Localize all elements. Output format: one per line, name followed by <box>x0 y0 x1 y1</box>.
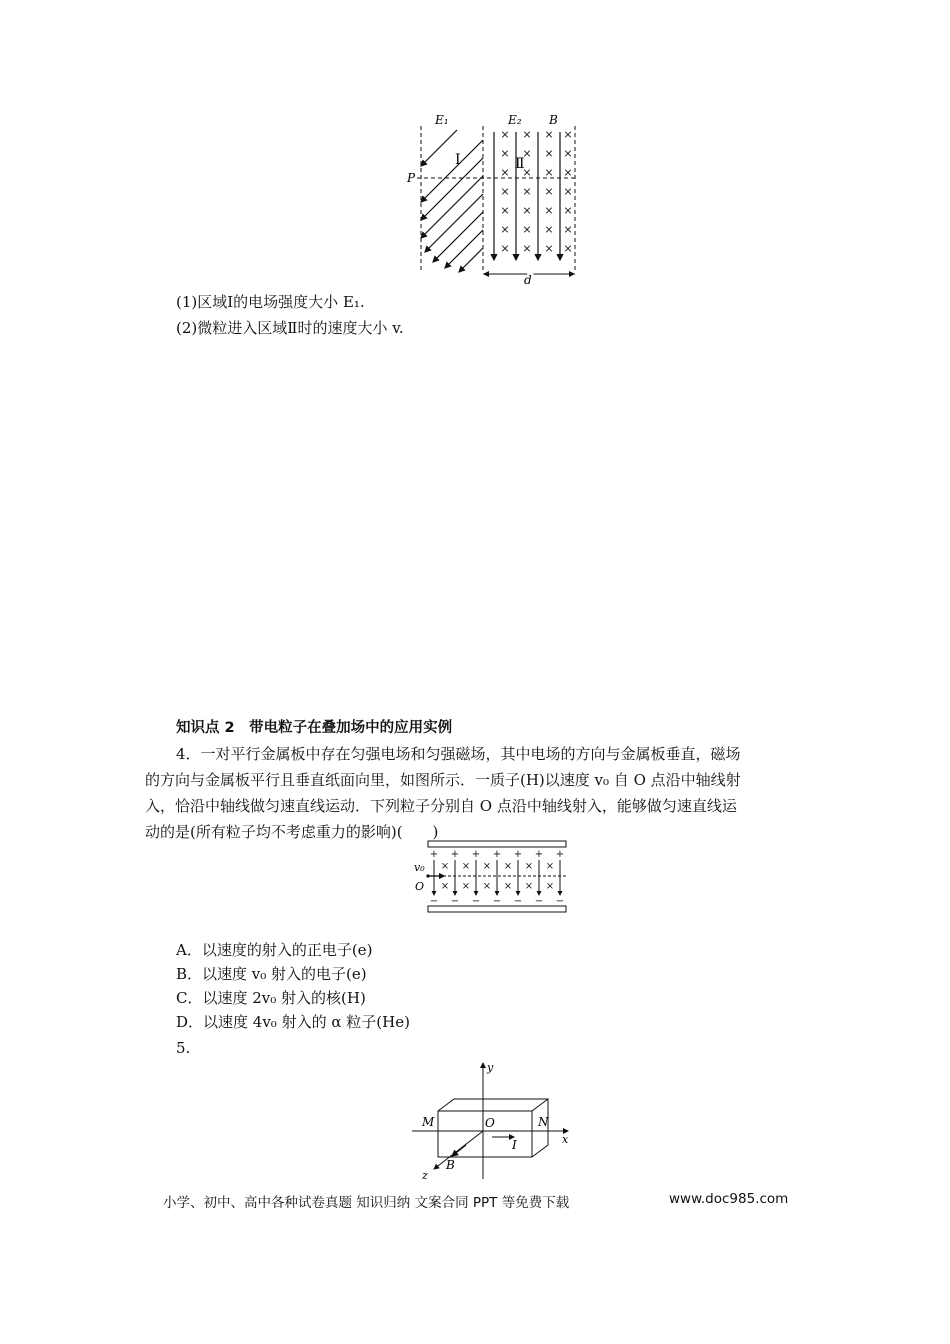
svg-text:×: × <box>500 204 510 217</box>
svg-text:×: × <box>522 223 532 236</box>
label-B: B <box>549 113 558 127</box>
svg-text:×: × <box>545 881 555 892</box>
svg-text:×: × <box>522 204 532 217</box>
footer-url[interactable]: www.doc985.com <box>669 1191 789 1207</box>
svg-text:×: × <box>500 185 510 198</box>
svg-text:−: − <box>555 896 565 907</box>
option-a: A．以速度的射入的正电子(e) <box>176 941 373 959</box>
svg-text:×: × <box>544 185 554 198</box>
svg-text:−: − <box>534 896 544 907</box>
option-d: D．以速度 4v₀ 射入的 α 粒子(He) <box>176 1013 410 1031</box>
label-v0: v₀ <box>414 861 425 874</box>
svg-text:×: × <box>500 147 510 160</box>
label-P: P <box>407 171 416 185</box>
q3-subquestion-2: (2)微粒进入区域Ⅱ时的速度大小 v. <box>176 319 404 337</box>
svg-text:×: × <box>522 185 532 198</box>
parallel-plates-figure <box>410 838 570 920</box>
label-I: I <box>512 1138 517 1152</box>
svg-text:−: − <box>492 896 502 907</box>
svg-text:+: + <box>471 849 481 860</box>
svg-text:−: − <box>450 896 460 907</box>
svg-text:−: − <box>429 896 439 907</box>
svg-text:×: × <box>500 128 510 141</box>
label-x: x <box>562 1133 569 1146</box>
svg-text:×: × <box>563 242 573 255</box>
svg-text:×: × <box>544 128 554 141</box>
field-region-figure <box>395 108 595 288</box>
svg-text:×: × <box>563 185 573 198</box>
svg-text:×: × <box>522 242 532 255</box>
svg-text:×: × <box>461 881 471 892</box>
svg-text:×: × <box>522 128 532 141</box>
label-B: B <box>446 1158 455 1172</box>
label-M: M <box>422 1115 435 1129</box>
svg-text:×: × <box>563 128 573 141</box>
svg-text:×: × <box>500 223 510 236</box>
option-b: B．以速度 v₀ 射入的电子(e) <box>176 965 367 983</box>
svg-text:×: × <box>461 861 471 872</box>
svg-text:×: × <box>545 861 555 872</box>
svg-text:×: × <box>503 861 513 872</box>
label-region2: Ⅱ <box>515 156 525 172</box>
svg-text:×: × <box>503 881 513 892</box>
svg-text:+: + <box>492 849 502 860</box>
svg-text:×: × <box>524 881 534 892</box>
svg-text:×: × <box>440 861 450 872</box>
svg-text:×: × <box>563 166 573 179</box>
svg-text:×: × <box>544 166 554 179</box>
svg-text:+: + <box>534 849 544 860</box>
conductor-block-figure <box>408 1055 578 1183</box>
svg-text:×: × <box>500 166 510 179</box>
svg-text:×: × <box>440 881 450 892</box>
q3-subquestion-1: (1)区域Ⅰ的电场强度大小 E₁. <box>176 293 365 311</box>
svg-text:×: × <box>563 223 573 236</box>
svg-text:×: × <box>522 166 532 179</box>
svg-text:×: × <box>544 242 554 255</box>
q4-text-line-2: 的方向与金属板平行且垂直纸面向里，如图所示．一质子(H)以速度 v₀ 自 O 点沿中轴线射 <box>145 771 741 789</box>
svg-text:×: × <box>544 223 554 236</box>
svg-text:×: × <box>544 147 554 160</box>
svg-text:×: × <box>524 861 534 872</box>
label-N: N <box>538 1115 549 1129</box>
svg-text:×: × <box>522 147 532 160</box>
label-y: y <box>487 1061 494 1074</box>
svg-text:×: × <box>544 204 554 217</box>
label-O: O <box>485 1116 495 1130</box>
svg-text:+: + <box>450 849 460 860</box>
label-region1: Ⅰ <box>455 152 461 168</box>
q5-number: 5. <box>176 1039 191 1057</box>
section-heading: 知识点 2 带电粒子在叠加场中的应用实例 <box>176 720 453 736</box>
label-z: z <box>422 1169 428 1182</box>
svg-text:×: × <box>482 881 492 892</box>
option-c: C．以速度 2v₀ 射入的核(H) <box>176 989 366 1007</box>
svg-text:+: + <box>513 849 523 860</box>
q4-text-line-1: 4．一对平行金属板中存在匀强电场和匀强磁场，其中电场的方向与金属板垂直，磁场 <box>176 745 741 763</box>
q4-text-line-4: 动的是(所有粒子均不考虑重力的影响)( ) <box>145 823 439 841</box>
svg-text:×: × <box>563 204 573 217</box>
svg-text:×: × <box>482 861 492 872</box>
svg-text:−: − <box>471 896 481 907</box>
svg-text:−: − <box>513 896 523 907</box>
label-E2: E₂ <box>508 113 522 127</box>
label-O: O <box>415 880 425 893</box>
footer-text: 小学、初中、高中各种试卷真题 知识归纳 文案合同 PPT 等免费下载 <box>163 1195 570 1211</box>
svg-text:+: + <box>429 849 439 860</box>
svg-text:+: + <box>555 849 565 860</box>
label-d: d <box>524 273 532 287</box>
svg-text:×: × <box>563 147 573 160</box>
label-E1: E₁ <box>435 113 449 127</box>
svg-text:×: × <box>500 242 510 255</box>
q4-text-line-3: 入，恰沿中轴线做匀速直线运动．下列粒子分别自 O 点沿中轴线射入，能够做匀速直线运 <box>145 797 737 815</box>
